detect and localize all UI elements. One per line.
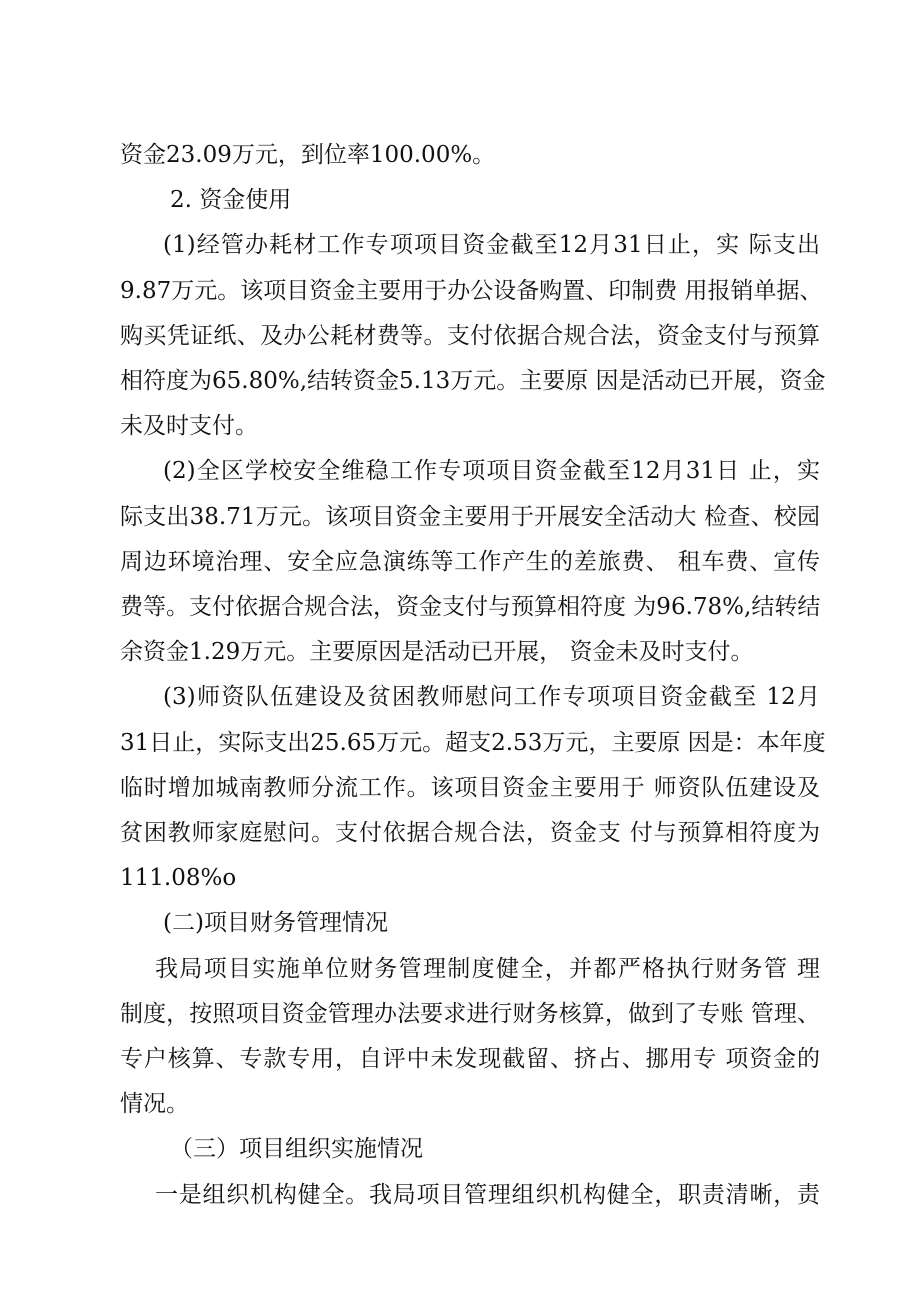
text-line: (二)项目财务管理情况	[163, 910, 388, 937]
text-line: 临时增加城南教师分流工作。该项目资金主要用于 师资队伍建设及	[120, 774, 820, 801]
text-line: 9.87万元。该项目资金主要用于办公设备购置、印制费 用报销单据、	[120, 277, 823, 304]
text-line: 贫困教师家庭慰问。支付依据合规合法，资金支 付与预算相符度为	[120, 820, 820, 846]
text-line: (1)经管办耗材工作专项项目资金截至12月31日止，实 际支出	[163, 232, 820, 259]
text-line: 专户核算、专款专用，自评中未发现截留、挤占、挪用专 项资金的	[120, 1046, 820, 1072]
text-line: (3)师资队伍建设及贫困教师慰问工作专项项目资金截至 12月	[163, 684, 820, 711]
text-line: 购买凭证纸、及办公耗材费等。支付依据合规合法，资金支付与预算	[120, 322, 820, 349]
text-line: 未及时支付。	[120, 413, 258, 440]
text-line: 相符度为65.80%,结转资金5.13万元。主要原 因是活动已开展，资金	[120, 368, 826, 394]
text-line: 费等。支付依据合规合法，资金支付与预算相符度 为96.78%,结转结	[120, 594, 821, 620]
text-line: 一是组织机构健全。我局项目管理组织机构健全，职责清晰，责	[155, 1181, 820, 1208]
text-line: 余资金1.29万元。主要原因是活动已开展， 资金未及时支付。	[120, 639, 754, 666]
text-line: 制度，按照项目资金管理办法要求进行财务核算，做到了专账 管理、	[120, 1000, 820, 1027]
text-line: （三）项目组织实施情况	[170, 1136, 423, 1163]
text-line: 我局项目实施单位财务管理制度健全，并都严格执行财务管 理	[155, 955, 820, 982]
text-line: 2. 资金使用	[170, 187, 292, 214]
text-line: 31日止，实际支出25.65万元。超支2.53万元，主要原 因是：本年度	[120, 729, 826, 756]
text-line: (2)全区学校安全维稳工作专项项目资金截至12月31日 止，实	[163, 458, 820, 485]
text-line: 资金23.09万元，到位率100.00%。	[120, 142, 496, 168]
text-line: 际支出38.71万元。该项目资金主要用于开展安全活动大 检查、校园	[120, 503, 820, 530]
text-line: 周边环境治理、安全应急演练等工作产生的差旅费、 租车费、宣传	[120, 548, 820, 575]
text-line: 111.08%o	[120, 865, 237, 892]
text-line: 情况。	[120, 1091, 189, 1118]
